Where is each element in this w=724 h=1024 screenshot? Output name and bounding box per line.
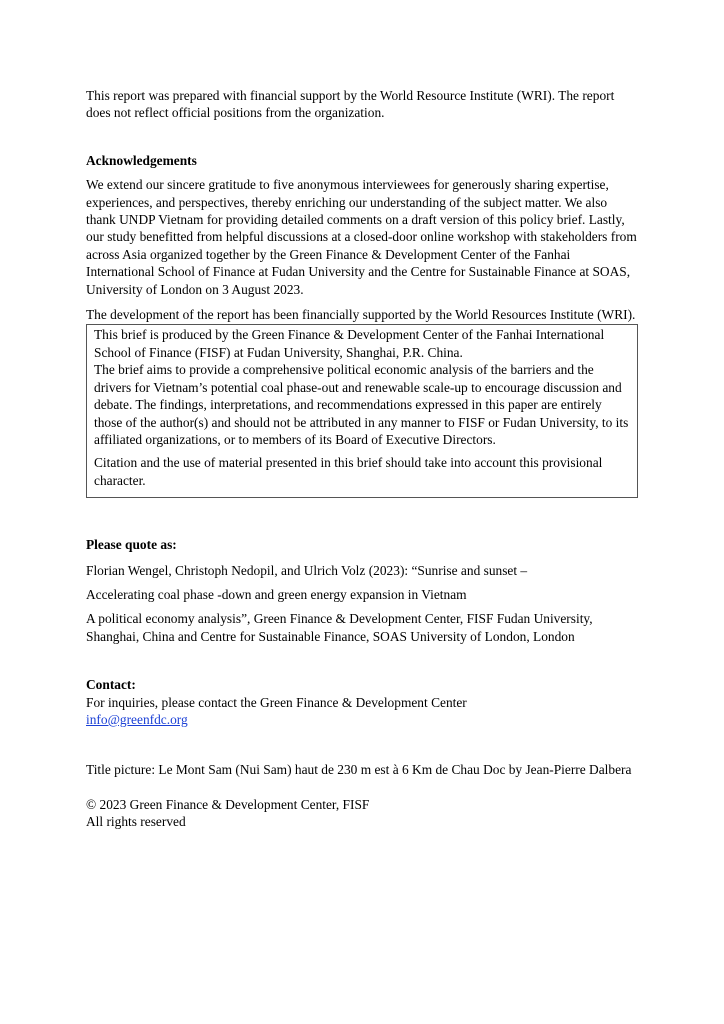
copyright-line: © 2023 Green Finance & Development Center, FISF <box>86 796 370 812</box>
contact-email-link[interactable]: info@greenfdc.org <box>86 711 188 727</box>
quote-publisher: A political economy analysis”, Green Finance & Development Center, FISF Fudan University, Shanghai, China and Centre for Sustainable Finance, SOAS University of London, London <box>86 611 593 644</box>
disclaimer-aims: The brief aims to provide a comprehensive political economic analysis of the barriers and the drivers for Vietnam’s potential coal phase-out and renewable scale-up to encourage discussion and debate. The findings, interpretations, and recommendations expressed in this paper are entirely those of the author(s) and should not be attributed in any manner to FISF or Fudan University, to its affiliated organizations, or to members of its Board of Executive Directors. <box>94 362 629 447</box>
acknowledgements-body: We extend our sincere gratitude to five anonymous interviewees for generously sharing expertise, experiences, and perspectives, thereby enriching our understanding of the subject matter. We also thank UNDP Vietnam for providing detailed comments on a draft version of this policy brief. Lastly, our study benefitted from helpful discussions at a closed-door online workshop with stakeholders from across Asia organized together by the Green Finance & Development Center of the Fanhai International School of Finance at Fudan University and the Centre for Sustainable Finance at SOAS, University of London on 3 August 2023. <box>86 177 637 297</box>
disclaimer-producer: This brief is produced by the Green Finance & Development Center of the Fanhai International School of Finance (FISF) at Fudan University, Shanghai, P.R. China. <box>94 327 605 360</box>
acknowledgements-heading: Acknowledgements <box>86 152 197 168</box>
contact-heading: Contact: <box>86 677 136 693</box>
document-page <box>86 87 638 831</box>
contact-text: For inquiries, please contact the Green Finance & Development Center <box>86 694 467 710</box>
quote-authors: Florian Wengel, Christoph Nedopil, and Ulrich Volz (2023): “Sunrise and sunset – <box>86 562 528 578</box>
rights-reserved: All rights reserved <box>86 814 186 830</box>
disclaimer-box <box>86 324 638 498</box>
funding-statement: This report was prepared with financial support by the World Resource Institute (WRI). The report does not reflect official positions from the organization. <box>86 88 615 121</box>
title-picture-credit: Title picture: Le Mont Sam (Nui Sam) haut de 230 m est à 6 Km de Chau Doc by Jean-Pierre Dalbera <box>86 762 632 778</box>
quote-title: Accelerating coal phase -down and green energy expansion in Vietnam <box>86 586 467 602</box>
disclaimer-citation: Citation and the use of material presented in this brief should take into account this provisional character. <box>94 455 603 488</box>
quote-heading: Please quote as: <box>86 537 177 553</box>
development-statement: The development of the report has been financially supported by the World Resources Institute (WRI). <box>86 307 636 323</box>
